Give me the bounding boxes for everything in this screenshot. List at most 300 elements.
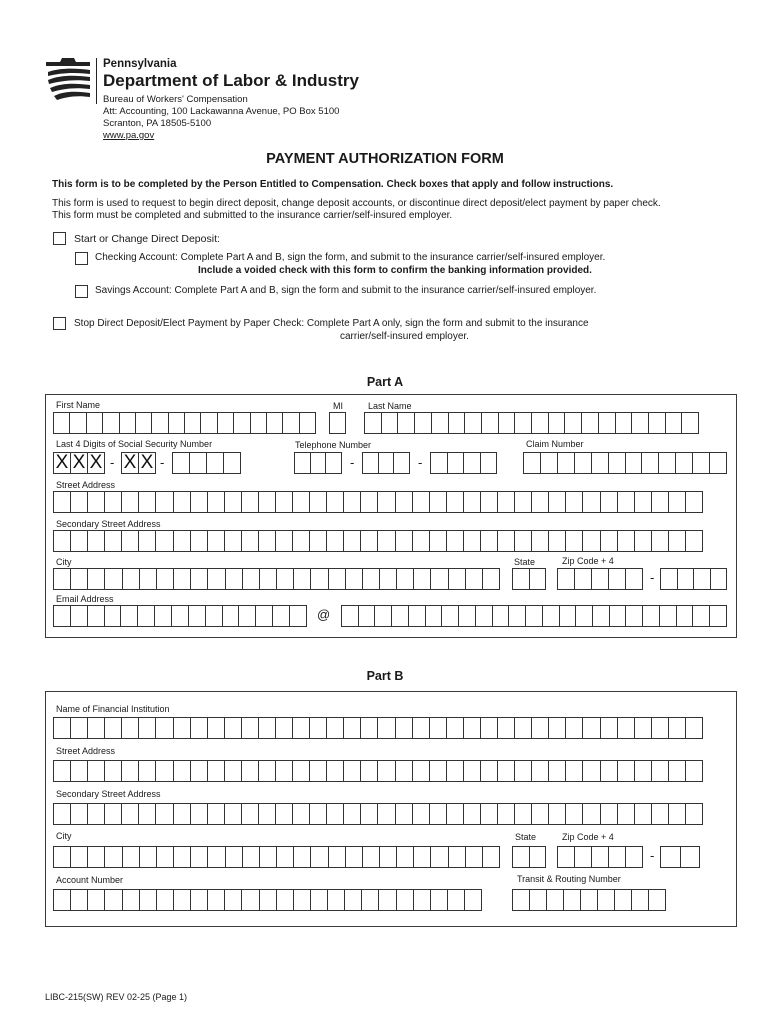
input-cell[interactable]	[359, 606, 376, 626]
input-cell[interactable]	[396, 804, 413, 824]
input-cell[interactable]	[464, 531, 481, 551]
input-cell[interactable]	[88, 847, 105, 867]
input-cell[interactable]	[208, 761, 225, 781]
input-cell[interactable]	[277, 569, 294, 589]
input-cell[interactable]	[208, 492, 225, 512]
input-cell[interactable]	[276, 718, 293, 738]
input-cell[interactable]	[54, 761, 71, 781]
input-cell[interactable]	[378, 531, 395, 551]
input-cell[interactable]	[361, 761, 378, 781]
input-cell[interactable]	[565, 413, 582, 433]
input-cell[interactable]	[635, 804, 652, 824]
input-cell[interactable]	[105, 847, 122, 867]
input-cell[interactable]	[566, 718, 583, 738]
input-cell[interactable]	[481, 492, 498, 512]
input-cell[interactable]	[431, 453, 448, 473]
input-cell[interactable]	[447, 804, 464, 824]
account-number-input[interactable]	[53, 889, 482, 911]
last-name-input[interactable]	[364, 412, 699, 434]
input-cell[interactable]	[682, 413, 698, 433]
input-cell[interactable]	[174, 531, 191, 551]
input-cell[interactable]	[626, 569, 642, 589]
input-cell[interactable]	[71, 492, 88, 512]
input-cell[interactable]	[524, 453, 541, 473]
input-cell[interactable]	[208, 804, 225, 824]
input-cell[interactable]	[575, 569, 592, 589]
input-cell[interactable]	[661, 569, 678, 589]
input-cell[interactable]	[71, 761, 88, 781]
input-cell[interactable]	[259, 804, 276, 824]
input-cell[interactable]	[669, 492, 686, 512]
input-cell[interactable]	[226, 847, 243, 867]
input-cell[interactable]	[276, 761, 293, 781]
input-cell[interactable]	[259, 718, 276, 738]
input-cell[interactable]	[293, 804, 310, 824]
input-cell[interactable]	[157, 890, 174, 910]
input-cell[interactable]	[466, 569, 483, 589]
claim-number-input[interactable]	[523, 452, 727, 474]
input-cell[interactable]	[174, 890, 191, 910]
input-cell[interactable]	[120, 413, 136, 433]
input-cell[interactable]	[208, 569, 225, 589]
city-input[interactable]	[53, 568, 500, 590]
input-cell[interactable]	[476, 606, 493, 626]
input-cell[interactable]	[242, 492, 259, 512]
input-cell[interactable]	[549, 531, 566, 551]
input-cell[interactable]	[293, 761, 310, 781]
input-cell[interactable]	[156, 531, 173, 551]
input-cell[interactable]	[361, 804, 378, 824]
input-cell[interactable]	[174, 718, 191, 738]
input-cell[interactable]	[530, 890, 547, 910]
input-cell[interactable]	[223, 606, 240, 626]
input-cell[interactable]	[276, 492, 293, 512]
input-cell[interactable]	[618, 531, 635, 551]
input-cell[interactable]	[642, 453, 659, 473]
input-cell[interactable]	[396, 718, 413, 738]
input-cell[interactable]	[54, 890, 71, 910]
input-cell[interactable]	[431, 569, 448, 589]
input-cell[interactable]	[363, 569, 380, 589]
input-cell[interactable]	[592, 453, 609, 473]
input-cell[interactable]	[54, 531, 71, 551]
input-cell[interactable]	[632, 890, 649, 910]
input-cell[interactable]	[459, 606, 476, 626]
input-cell[interactable]	[295, 453, 311, 473]
input-cell[interactable]	[669, 531, 686, 551]
input-cell[interactable]	[509, 606, 526, 626]
input-cell[interactable]	[526, 606, 543, 626]
input-cell[interactable]	[532, 492, 549, 512]
input-cell[interactable]	[498, 804, 515, 824]
input-cell[interactable]	[413, 531, 430, 551]
input-cell[interactable]	[582, 413, 599, 433]
input-cell[interactable]	[155, 606, 172, 626]
input-cell[interactable]	[693, 606, 710, 626]
input-cell[interactable]	[669, 718, 686, 738]
input-cell[interactable]	[225, 531, 242, 551]
input-cell[interactable]	[259, 492, 276, 512]
first-name-input[interactable]	[53, 412, 316, 434]
input-cell[interactable]	[123, 890, 140, 910]
input-cell[interactable]	[206, 606, 223, 626]
input-cell[interactable]	[543, 606, 560, 626]
input-cell[interactable]	[615, 890, 632, 910]
input-cell[interactable]	[669, 804, 686, 824]
input-cell[interactable]	[225, 804, 242, 824]
input-cell[interactable]	[224, 453, 240, 473]
input-cell[interactable]	[361, 531, 378, 551]
input-cell[interactable]	[140, 847, 157, 867]
input-cell[interactable]	[277, 847, 294, 867]
bank-state-input[interactable]	[512, 846, 546, 868]
bank-zip-plus4-input[interactable]	[660, 846, 700, 868]
input-cell[interactable]	[156, 804, 173, 824]
input-cell[interactable]	[396, 531, 413, 551]
input-cell[interactable]	[652, 761, 669, 781]
input-cell[interactable]	[344, 492, 361, 512]
input-cell[interactable]	[549, 804, 566, 824]
input-cell[interactable]	[54, 492, 71, 512]
input-cell[interactable]	[156, 761, 173, 781]
secondary-street-input[interactable]	[53, 530, 703, 552]
input-cell[interactable]	[448, 890, 465, 910]
input-cell[interactable]	[88, 761, 105, 781]
input-cell[interactable]	[413, 804, 430, 824]
input-cell[interactable]	[618, 492, 635, 512]
input-cell[interactable]	[397, 569, 414, 589]
input-cell[interactable]	[156, 492, 173, 512]
input-cell[interactable]	[481, 718, 498, 738]
email-domain-input[interactable]	[341, 605, 727, 627]
input-cell[interactable]	[327, 761, 344, 781]
input-cell[interactable]	[560, 606, 577, 626]
input-cell[interactable]	[139, 531, 156, 551]
input-cell[interactable]	[532, 761, 549, 781]
input-cell[interactable]	[378, 718, 395, 738]
phone-line-input[interactable]	[430, 452, 497, 474]
input-cell[interactable]	[311, 890, 328, 910]
input-cell[interactable]	[310, 804, 327, 824]
input-cell[interactable]	[649, 890, 665, 910]
input-cell[interactable]	[413, 761, 430, 781]
input-cell[interactable]	[242, 890, 259, 910]
input-cell[interactable]	[686, 531, 702, 551]
input-cell[interactable]	[342, 606, 359, 626]
input-cell[interactable]	[430, 761, 447, 781]
input-cell[interactable]	[71, 531, 88, 551]
input-cell[interactable]	[681, 847, 700, 867]
input-cell[interactable]	[414, 890, 431, 910]
input-cell[interactable]	[157, 847, 174, 867]
input-cell[interactable]	[122, 492, 139, 512]
input-cell[interactable]	[430, 804, 447, 824]
input-cell[interactable]	[635, 531, 652, 551]
input-cell[interactable]	[465, 890, 481, 910]
input-cell[interactable]	[191, 761, 208, 781]
input-cell[interactable]	[88, 718, 105, 738]
input-cell[interactable]	[54, 847, 71, 867]
input-cell[interactable]	[493, 606, 510, 626]
input-cell[interactable]	[635, 718, 652, 738]
input-cell[interactable]	[105, 531, 122, 551]
input-cell[interactable]	[541, 453, 558, 473]
input-cell[interactable]	[394, 453, 409, 473]
input-cell[interactable]	[530, 847, 546, 867]
input-cell[interactable]	[652, 804, 669, 824]
input-cell[interactable]	[239, 606, 256, 626]
input-cell[interactable]	[310, 492, 327, 512]
input-cell[interactable]	[88, 606, 105, 626]
input-cell[interactable]	[122, 718, 139, 738]
input-cell[interactable]	[515, 761, 532, 781]
input-cell[interactable]	[481, 761, 498, 781]
input-cell[interactable]	[598, 890, 615, 910]
input-cell[interactable]	[139, 492, 156, 512]
input-cell[interactable]	[327, 718, 344, 738]
input-cell[interactable]	[344, 718, 361, 738]
input-cell[interactable]	[482, 413, 499, 433]
input-cell[interactable]	[413, 718, 430, 738]
street-address-input[interactable]	[53, 491, 703, 513]
input-cell[interactable]	[251, 413, 267, 433]
input-cell[interactable]	[593, 606, 610, 626]
email-user-input[interactable]	[53, 605, 307, 627]
input-cell[interactable]	[310, 761, 327, 781]
input-cell[interactable]	[191, 718, 208, 738]
input-cell[interactable]	[242, 761, 259, 781]
input-cell[interactable]	[616, 413, 633, 433]
input-cell[interactable]	[122, 804, 139, 824]
input-cell[interactable]	[273, 606, 290, 626]
input-cell[interactable]	[481, 453, 497, 473]
input-cell[interactable]	[380, 569, 397, 589]
input-cell[interactable]	[483, 847, 499, 867]
input-cell[interactable]	[652, 492, 669, 512]
input-cell[interactable]	[70, 413, 86, 433]
input-cell[interactable]	[293, 531, 310, 551]
input-cell[interactable]	[293, 718, 310, 738]
input-cell[interactable]	[447, 718, 464, 738]
input-cell[interactable]	[532, 718, 549, 738]
input-cell[interactable]	[414, 569, 431, 589]
input-cell[interactable]	[558, 569, 575, 589]
input-cell[interactable]	[105, 890, 122, 910]
input-cell[interactable]	[498, 531, 515, 551]
input-cell[interactable]	[678, 569, 695, 589]
routing-number-input[interactable]	[512, 889, 666, 911]
input-cell[interactable]	[464, 492, 481, 512]
input-cell[interactable]	[190, 453, 207, 473]
input-cell[interactable]	[311, 847, 328, 867]
input-cell[interactable]	[225, 492, 242, 512]
input-cell[interactable]	[71, 890, 88, 910]
input-cell[interactable]	[498, 718, 515, 738]
input-cell[interactable]	[105, 718, 122, 738]
input-cell[interactable]	[609, 569, 626, 589]
input-cell[interactable]	[88, 804, 105, 824]
input-cell[interactable]	[498, 761, 515, 781]
input-cell[interactable]	[267, 413, 283, 433]
input-cell[interactable]	[464, 718, 481, 738]
input-cell[interactable]	[243, 847, 260, 867]
input-cell[interactable]	[549, 718, 566, 738]
input-cell[interactable]	[294, 847, 311, 867]
input-cell[interactable]	[677, 606, 694, 626]
input-cell[interactable]	[225, 761, 242, 781]
input-cell[interactable]	[513, 847, 530, 867]
input-cell[interactable]	[191, 890, 208, 910]
input-cell[interactable]	[191, 804, 208, 824]
checking-checkbox[interactable]	[75, 252, 88, 265]
input-cell[interactable]	[449, 569, 466, 589]
mi-input[interactable]	[329, 412, 346, 434]
input-cell[interactable]	[686, 718, 702, 738]
input-cell[interactable]	[626, 606, 643, 626]
input-cell[interactable]	[601, 531, 618, 551]
input-cell[interactable]	[294, 890, 311, 910]
input-cell[interactable]	[481, 531, 498, 551]
input-cell[interactable]	[208, 718, 225, 738]
input-cell[interactable]	[382, 413, 399, 433]
input-cell[interactable]	[277, 890, 294, 910]
input-cell[interactable]	[666, 413, 683, 433]
input-cell[interactable]	[575, 453, 592, 473]
input-cell[interactable]	[123, 569, 140, 589]
input-cell[interactable]	[599, 413, 616, 433]
input-cell[interactable]	[635, 492, 652, 512]
input-cell[interactable]	[174, 847, 191, 867]
input-cell[interactable]	[207, 453, 224, 473]
input-cell[interactable]	[397, 890, 414, 910]
input-cell[interactable]	[105, 569, 122, 589]
input-cell[interactable]	[710, 453, 726, 473]
input-cell[interactable]	[431, 847, 448, 867]
input-cell[interactable]	[397, 847, 414, 867]
input-cell[interactable]	[311, 569, 328, 589]
input-cell[interactable]	[626, 847, 642, 867]
input-cell[interactable]	[123, 847, 140, 867]
start-change-checkbox[interactable]	[53, 232, 66, 245]
input-cell[interactable]	[430, 531, 447, 551]
input-cell[interactable]	[326, 453, 341, 473]
input-cell[interactable]	[88, 569, 105, 589]
input-cell[interactable]	[169, 413, 185, 433]
input-cell[interactable]	[294, 569, 311, 589]
input-cell[interactable]	[54, 569, 71, 589]
input-cell[interactable]	[669, 761, 686, 781]
input-cell[interactable]	[618, 804, 635, 824]
input-cell[interactable]	[583, 804, 600, 824]
input-cell[interactable]	[426, 606, 443, 626]
input-cell[interactable]	[566, 761, 583, 781]
input-cell[interactable]	[564, 890, 581, 910]
input-cell[interactable]	[344, 804, 361, 824]
input-cell[interactable]	[398, 413, 415, 433]
input-cell[interactable]	[660, 606, 677, 626]
input-cell[interactable]	[345, 890, 362, 910]
input-cell[interactable]	[156, 718, 173, 738]
input-cell[interactable]	[105, 761, 122, 781]
input-cell[interactable]	[513, 569, 530, 589]
phone-area-input[interactable]	[294, 452, 342, 474]
input-cell[interactable]	[88, 492, 105, 512]
input-cell[interactable]	[693, 453, 710, 473]
input-cell[interactable]	[532, 804, 549, 824]
input-cell[interactable]	[218, 413, 234, 433]
input-cell[interactable]	[283, 413, 299, 433]
input-cell[interactable]	[464, 453, 481, 473]
input-cell[interactable]	[375, 606, 392, 626]
input-cell[interactable]	[276, 531, 293, 551]
input-cell[interactable]	[174, 804, 191, 824]
input-cell[interactable]	[466, 847, 483, 867]
input-cell[interactable]	[191, 492, 208, 512]
input-cell[interactable]	[259, 761, 276, 781]
input-cell[interactable]	[363, 453, 379, 473]
phone-prefix-input[interactable]	[362, 452, 410, 474]
input-cell[interactable]	[54, 413, 70, 433]
input-cell[interactable]	[54, 718, 71, 738]
input-cell[interactable]	[558, 453, 575, 473]
input-cell[interactable]	[152, 413, 168, 433]
input-cell[interactable]	[105, 804, 122, 824]
input-cell[interactable]	[365, 413, 382, 433]
input-cell[interactable]	[380, 847, 397, 867]
input-cell[interactable]	[601, 492, 618, 512]
input-cell[interactable]	[409, 606, 426, 626]
input-cell[interactable]	[121, 606, 138, 626]
input-cell[interactable]	[676, 453, 693, 473]
input-cell[interactable]	[71, 606, 88, 626]
input-cell[interactable]	[583, 761, 600, 781]
input-cell[interactable]	[208, 531, 225, 551]
input-cell[interactable]	[344, 531, 361, 551]
input-cell[interactable]	[242, 531, 259, 551]
input-cell[interactable]	[464, 804, 481, 824]
input-cell[interactable]	[566, 492, 583, 512]
input-cell[interactable]	[618, 761, 635, 781]
input-cell[interactable]	[532, 413, 549, 433]
input-cell[interactable]	[415, 413, 432, 433]
input-cell[interactable]	[449, 847, 466, 867]
input-cell[interactable]	[54, 606, 71, 626]
input-cell[interactable]	[652, 531, 669, 551]
input-cell[interactable]	[515, 492, 532, 512]
zip-input[interactable]	[557, 568, 643, 590]
input-cell[interactable]	[566, 804, 583, 824]
input-cell[interactable]	[447, 492, 464, 512]
input-cell[interactable]	[661, 847, 681, 867]
input-cell[interactable]	[558, 847, 575, 867]
input-cell[interactable]	[139, 761, 156, 781]
input-cell[interactable]	[447, 761, 464, 781]
input-cell[interactable]	[88, 890, 105, 910]
input-cell[interactable]	[310, 531, 327, 551]
input-cell[interactable]	[643, 606, 660, 626]
input-cell[interactable]	[618, 718, 635, 738]
input-cell[interactable]	[234, 413, 250, 433]
input-cell[interactable]	[225, 718, 242, 738]
input-cell[interactable]	[610, 606, 627, 626]
input-cell[interactable]	[105, 492, 122, 512]
input-cell[interactable]	[481, 804, 498, 824]
input-cell[interactable]	[601, 804, 618, 824]
input-cell[interactable]	[139, 804, 156, 824]
input-cell[interactable]	[139, 718, 156, 738]
input-cell[interactable]	[346, 569, 363, 589]
input-cell[interactable]	[103, 413, 119, 433]
